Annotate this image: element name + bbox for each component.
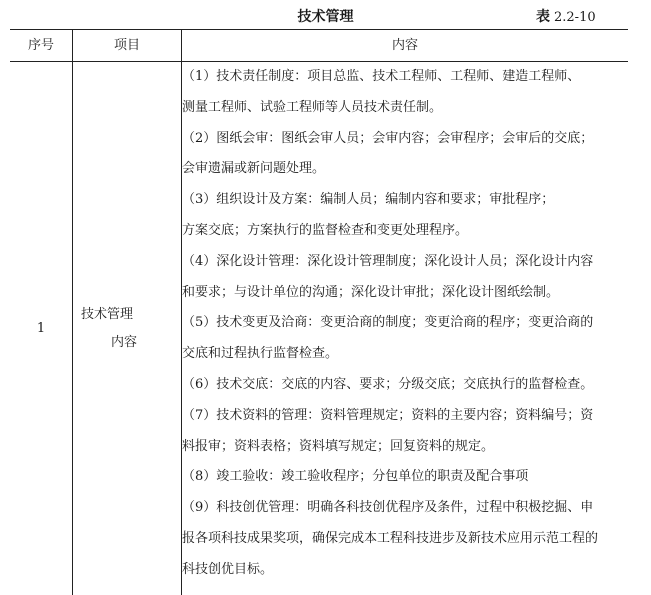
content-line: （3）组织设计及方案：编制人员；编制内容和要求；审批程序； — [182, 192, 555, 208]
content-line: 料报审；资料表格；资料填写规定；回复资料的规定。 — [182, 438, 495, 454]
header-seq: 序号 — [27, 38, 54, 53]
row-item-cell — [73, 62, 169, 595]
content-line: 方案交底；方案执行的监督检查和变更处理程序。 — [182, 222, 469, 238]
content-line: （1）技术责任制度：项目总监、技术工程师、工程师、建造工程师、 — [182, 69, 581, 84]
row-item-line1: 技术管理 — [81, 306, 134, 322]
header-content: 内容 — [391, 38, 418, 53]
content-line: 测量工程师、试验工程师等人员技术责任制。 — [182, 99, 443, 115]
content-line: 交底和过程执行监督检查。 — [182, 346, 339, 362]
content-line: 科技创优目标。 — [182, 561, 274, 577]
table-header-row — [10, 30, 628, 62]
row-seq-cell — [10, 62, 72, 595]
content-line: 会审遗漏或新问题处理。 — [182, 161, 326, 177]
content-line: （8）竣工验收：竣工验收程序；分包单位的职责及配合事项 — [182, 469, 529, 485]
table-label: 表 — [536, 9, 550, 25]
content-line: 和要求；与设计单位的沟通；深化设计审批；深化设计图纸绘制。 — [182, 284, 560, 300]
table-title: 技术管理 — [297, 9, 354, 25]
header-item: 项目 — [113, 38, 140, 53]
tech-management-table — [10, 29, 628, 595]
content-line: （5）技术变更及洽商：变更洽商的制度；变更洽商的程序；变更洽商的 — [182, 315, 594, 331]
content-line: （4）深化设计管理：深化设计管理制度；深化设计人员；深化设计内容 — [182, 253, 594, 269]
table-number-value: 2.2-10 — [554, 10, 596, 25]
row-item-line2: 内容 — [111, 334, 138, 350]
content-line: （7）技术资料的管理：资料管理规定；资料的主要内容；资料编号；资 — [182, 407, 594, 423]
row-content-cell — [182, 62, 624, 586]
content-line: （2）图纸会审：图纸会审人员；会审内容；会审程序；会审后的交底； — [182, 130, 594, 146]
content-line: （6）技术交底：交底的内容、要求；分级交底；交底执行的监督检查。 — [182, 376, 594, 392]
table-number — [536, 6, 596, 26]
row-seq: 1 — [36, 321, 46, 336]
content-line: 报各项科技成果奖项，确保完成本工程科技进步及新技术应用示范工程的 — [182, 530, 599, 546]
content-line: （9）科技创优管理：明确各科技创优程序及条件，过程中积极挖掘、申 — [182, 500, 594, 516]
